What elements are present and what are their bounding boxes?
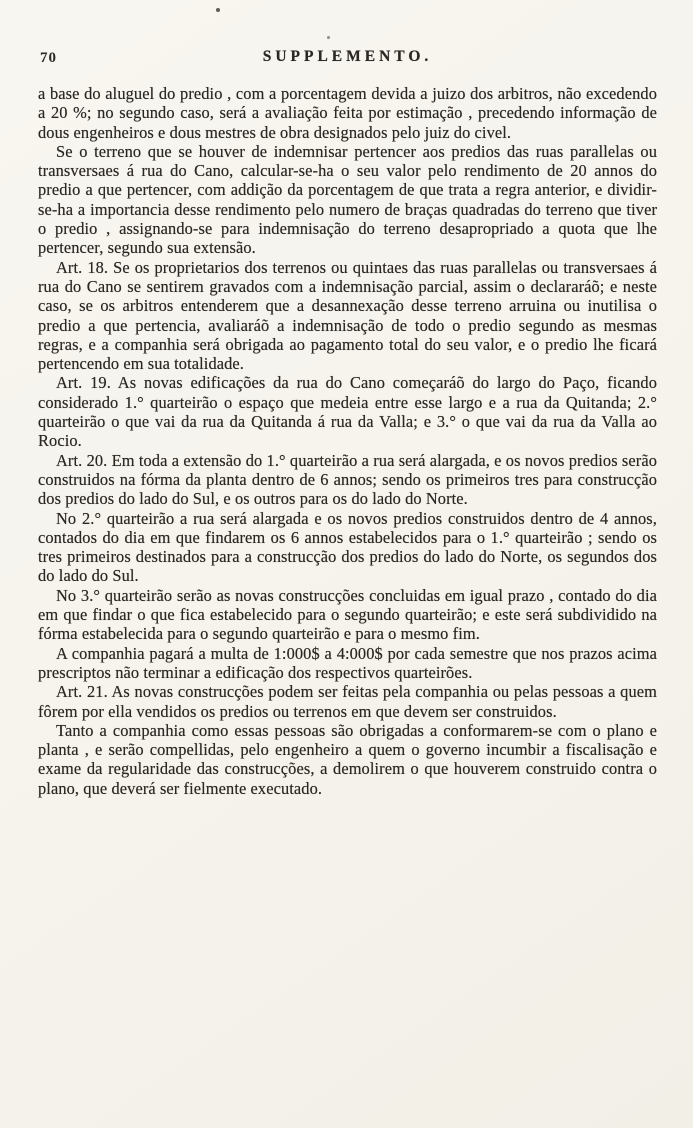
paragraph: A companhia pagará a multa de 1:000$ a 4:000$ por cada semestre que nos prazos acima prescriptos não terminar a edificação dos respectivos quarteirões.: [38, 643, 657, 682]
paragraph-continuation: a base do aluguel do predio , com a porcentagem devida a juizo dos arbitros, não excedendo a 20 %; no segundo caso, será a avaliação feita por estimação , precedendo informação de dous engenheiros e dous mestres de obra designados pelo juiz do civel.: [38, 84, 657, 142]
paragraph-art-18: Art. 18. Se os proprietarios dos terrenos ou quintaes das ruas parallelas ou transversaes á rua do Cano se sentirem gravados com a indemnisação parcial, assim o declararáõ; e neste caso, se os arbitros entenderem que a desannexação desse terreno arruina ou inutilisa o predio a que pertencia, avaliaráõ a indemnisação de todo o predio segundo as mesmas regras, e a companhia será obrigada ao pagamento total do seu valor, e o predio lhe ficará pertencendo em sua totalidade.: [38, 257, 657, 374]
ink-speck: [327, 36, 330, 39]
paragraph-art-21: Art. 21. As novas construcções podem ser feitas pela companhia ou pelas pessoas a quem fôrem por ella vendidos os predios ou terrenos em que devem ser construidos.: [38, 682, 657, 721]
ink-speck: [216, 8, 220, 12]
paragraph: Se o terreno que se houver de indemnisar pertencer aos predios das ruas parallelas ou transversaes á rua do Cano, calcular-se-ha o seu valor pelo rendimento de 20 annos do predio a que pertencer, com addição da porcentagem de que trata a regra anterior, e dividir-se-ha a importancia desse rendimento pelo numero de braças quadradas do terreno que tiver o predio , assignando-se para indemnisação do terreno desapropriado a quota que lhe pertencer, segundo sua extensão.: [38, 141, 657, 258]
paragraph: No 3.° quarteirão serão as novas construcções concluidas em igual prazo , contado do dia em que findar o que fica estabelecido para o segundo quarteirão; e este será subdividido na fórma estabelecida para o segundo quarteirão e para o mesmo fim.: [38, 585, 657, 644]
page-header: [38, 48, 657, 72]
paragraph-art-20: Art. 20. Em toda a extensão do 1.° quarteirão a rua será alargada, e os novos predios serão construidos na fórma da planta dentro de 6 annos; sendo os primeiros tres para construcção dos predios do lado do Sul, e os outros para os do lado do Norte.: [38, 450, 657, 509]
page-body: [38, 84, 657, 798]
paragraph: No 2.° quarteirão a rua será alargada e os novos predios construidos dentro de 4 annos, contados do dia em que findarem os 6 annos estabelecidos para o 1.° quarteirão ; sendo os tres primeiros destinados para a construcção dos predios do lado do Norte, os segundos dos do lado do Sul.: [38, 508, 657, 586]
paragraph: Tanto a companhia como essas pessoas são obrigadas a conformarem-se com o plano e planta , e serão compellidas, pelo engenheiro a quem o governo incumbir a fiscalisação e exame da regularidade das construcções, a demolirem o que houverem construido contra o plano, que deverá ser fielmente executado.: [38, 720, 657, 798]
paragraph-art-19: Art. 19. As novas edificações da rua do Cano começaráõ do largo do Paço, ficando considerado 1.° quarteirão o espaço que medeia entre esse largo e a rua da Quitanda; 2.° quarteirão o que vai da rua da Quitanda á rua da Valla; e 3.° o que vai da rua da Valla ao Rocio.: [38, 373, 657, 451]
page-title: SUPPLEMENTO.: [262, 48, 433, 65]
page-number: 70: [40, 50, 57, 66]
